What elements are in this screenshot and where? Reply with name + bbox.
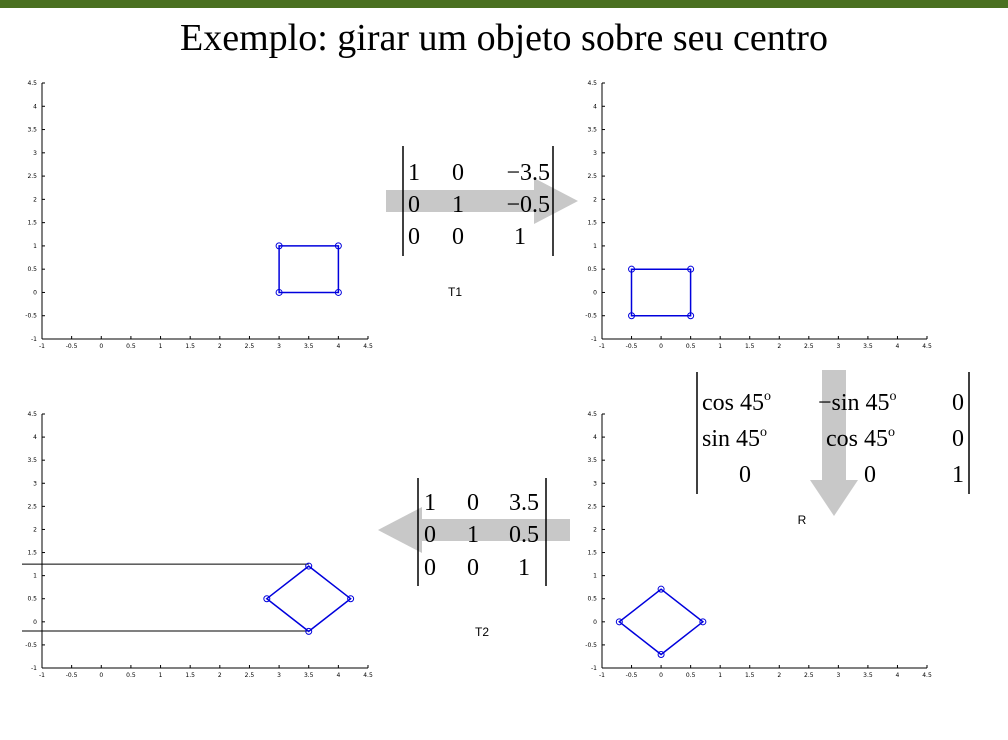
x-tick-label: 1 xyxy=(158,672,163,679)
y-tick-label: 1 xyxy=(33,572,37,580)
y-tick-label: 0 xyxy=(33,618,37,626)
y-tick-label: 1 xyxy=(593,572,597,580)
y-tick-label: 2.5 xyxy=(27,503,37,511)
matrix-t2-label: T2 xyxy=(474,625,490,639)
y-tick-label: 4.5 xyxy=(27,411,37,418)
y-tick-label: -1 xyxy=(591,336,597,343)
y-tick-label: 1.5 xyxy=(27,549,37,557)
y-tick-label: 2.5 xyxy=(587,503,597,511)
matrix-t2-cell: 3.5 xyxy=(509,490,539,516)
y-tick-label: 0.5 xyxy=(27,266,37,274)
x-tick-label: -1 xyxy=(39,672,45,679)
x-tick-label: 1 xyxy=(718,343,723,350)
y-tick-label: 2.5 xyxy=(27,173,37,181)
x-tick-label: 3 xyxy=(836,672,841,679)
y-tick-label: -0.5 xyxy=(585,641,597,649)
x-tick-label: -1 xyxy=(599,343,605,350)
x-tick-label: 4.5 xyxy=(363,672,373,679)
y-tick-label: 4 xyxy=(33,103,37,111)
x-tick-label: 2.5 xyxy=(804,343,814,350)
x-tick-label: 2 xyxy=(217,343,222,350)
x-tick-label: -0.5 xyxy=(65,343,78,350)
matrix-t2-cell: 0 xyxy=(424,522,436,548)
matrix-t1-cell: 1 xyxy=(408,160,420,186)
matrix-t1-cell: 0 xyxy=(452,224,464,250)
matrix-r-cell: sin 45$^o$ xyxy=(702,425,768,452)
matrix-r-label: R xyxy=(797,513,807,527)
x-tick-label: 2 xyxy=(777,672,782,679)
y-tick-label: 3.5 xyxy=(27,457,37,465)
matrix-r-cell: −sin 45$^o$ xyxy=(818,389,897,416)
y-tick-label: 0.5 xyxy=(27,595,37,603)
matrix-t1-cell: 0 xyxy=(408,192,420,218)
x-tick-label: -0.5 xyxy=(625,343,638,350)
x-tick-label: 2 xyxy=(777,343,782,350)
y-tick-label: 1.5 xyxy=(587,219,597,227)
matrix-r-cell: 0 xyxy=(952,426,964,452)
y-tick-label: -1 xyxy=(31,336,37,343)
y-tick-label: 0 xyxy=(33,289,37,297)
y-tick-label: 0.5 xyxy=(587,266,597,274)
y-tick-label: 3 xyxy=(593,480,597,488)
arrow-t2-shaft xyxy=(422,519,570,541)
x-tick-label: 3.5 xyxy=(303,343,314,350)
matrix-t1-label: T1 xyxy=(447,285,463,299)
matrix-t2-cell: 1 xyxy=(518,555,530,581)
y-tick-label: 2 xyxy=(33,196,37,204)
matrix-t2-cell: 0 xyxy=(424,555,436,581)
y-tick-label: 2 xyxy=(33,526,37,534)
y-tick-label: 3 xyxy=(593,149,597,157)
matrix-t2-cell: 1 xyxy=(424,490,436,516)
y-tick-label: -0.5 xyxy=(585,312,597,320)
x-tick-label: 4 xyxy=(336,672,341,679)
matrix-t1-cell: 0 xyxy=(408,224,420,250)
x-tick-label: 3.5 xyxy=(863,672,873,679)
y-tick-label: 1 xyxy=(33,242,37,250)
shape-outline xyxy=(267,566,351,631)
y-tick-label: 0.5 xyxy=(587,595,597,603)
y-tick-label: 4 xyxy=(33,434,37,442)
matrix-r-cell: 1 xyxy=(952,462,964,488)
y-tick-label: -0.5 xyxy=(25,312,37,320)
matrix-t1-cell: −3.5 xyxy=(506,160,550,186)
y-tick-label: 1 xyxy=(593,242,597,250)
y-tick-label: 0 xyxy=(593,618,597,626)
y-tick-label: 0 xyxy=(593,289,597,297)
y-tick-label: 4 xyxy=(593,434,597,442)
x-tick-label: 3 xyxy=(277,672,282,679)
arrow-t2-head xyxy=(378,507,422,553)
y-tick-label: 4.5 xyxy=(587,80,597,87)
plot-translated xyxy=(585,80,932,350)
y-tick-label: 3 xyxy=(33,149,37,157)
x-tick-label: -0.5 xyxy=(65,672,78,679)
slide-title: Exemplo: girar um objeto sobre seu centro xyxy=(180,17,828,59)
y-tick-label: 3 xyxy=(33,480,37,488)
arrow-r-shaft xyxy=(822,370,846,480)
y-tick-label: 2 xyxy=(593,526,597,534)
x-tick-label: 1 xyxy=(158,343,163,350)
x-tick-label: 4.5 xyxy=(922,672,932,679)
y-tick-label: 4.5 xyxy=(587,411,597,418)
x-tick-label: 3.5 xyxy=(863,343,873,350)
x-tick-label: 2.5 xyxy=(804,672,814,679)
shape-outline xyxy=(279,246,338,293)
shape-outline xyxy=(619,589,703,654)
plot-final xyxy=(22,411,373,679)
x-tick-label: 0 xyxy=(99,672,104,679)
matrix-t1-cell: 1 xyxy=(452,192,464,218)
y-tick-label: 3.5 xyxy=(587,457,597,465)
matrix-t1-cell: 1 xyxy=(514,224,526,250)
x-tick-label: 4 xyxy=(336,343,341,350)
matrix-t2 xyxy=(418,478,546,639)
matrix-t2-cell: 0.5 xyxy=(509,522,539,548)
y-tick-label: -0.5 xyxy=(25,641,37,649)
x-tick-label: 2.5 xyxy=(244,343,255,350)
matrix-r-cell: 0 xyxy=(864,462,876,488)
x-tick-label: 1.5 xyxy=(185,672,195,679)
x-tick-label: 4.5 xyxy=(922,343,932,350)
x-tick-label: -1 xyxy=(39,343,45,350)
x-tick-label: 3.5 xyxy=(303,672,314,679)
matrix-r-cell: cos 45$^o$ xyxy=(702,389,771,416)
x-tick-label: 1.5 xyxy=(744,672,755,679)
y-tick-label: 3.5 xyxy=(27,126,37,134)
shape-outline xyxy=(632,269,691,316)
x-tick-label: 4 xyxy=(895,672,900,679)
x-tick-label: 1 xyxy=(718,672,723,679)
y-tick-label: 1.5 xyxy=(27,219,37,227)
matrix-r-cell: cos 45$^o$ xyxy=(826,425,895,452)
matrix-t2-cell: 1 xyxy=(467,522,479,548)
x-tick-label: 0.5 xyxy=(126,343,136,350)
y-tick-label: 3.5 xyxy=(587,126,597,134)
x-tick-label: 0.5 xyxy=(126,672,136,679)
x-tick-label: 0 xyxy=(659,343,664,350)
matrix-r-cell: 0 xyxy=(739,462,751,488)
y-tick-label: -1 xyxy=(31,665,37,672)
plot-original xyxy=(25,80,373,350)
matrix-t1-cell: −0.5 xyxy=(506,192,550,218)
x-tick-label: 3 xyxy=(277,343,282,350)
x-tick-label: -1 xyxy=(599,672,605,679)
matrix-t1 xyxy=(403,146,553,299)
x-tick-label: 4.5 xyxy=(363,343,373,350)
x-tick-label: 2.5 xyxy=(244,672,255,679)
matrix-r-cell: 0 xyxy=(952,390,964,416)
x-tick-label: 2 xyxy=(217,672,222,679)
matrix-t2-cell: 0 xyxy=(467,490,479,516)
matrix-t2-cell: 0 xyxy=(467,555,479,581)
x-tick-label: 0 xyxy=(659,672,664,679)
x-tick-label: 0.5 xyxy=(685,672,696,679)
x-tick-label: 1.5 xyxy=(185,343,195,350)
x-tick-label: -0.5 xyxy=(625,672,638,679)
x-tick-label: 4 xyxy=(895,343,900,350)
y-tick-label: 4.5 xyxy=(27,80,37,87)
x-tick-label: 0 xyxy=(99,343,104,350)
y-tick-label: 2.5 xyxy=(587,173,597,181)
y-tick-label: 4 xyxy=(593,103,597,111)
x-tick-label: 3 xyxy=(836,343,841,350)
x-tick-label: 0.5 xyxy=(685,343,696,350)
x-tick-label: 1.5 xyxy=(744,343,755,350)
y-tick-label: -1 xyxy=(591,665,597,672)
matrix-t1-cell: 0 xyxy=(452,160,464,186)
arrow-r-head xyxy=(810,480,858,516)
y-tick-label: 2 xyxy=(593,196,597,204)
y-tick-label: 1.5 xyxy=(587,549,597,557)
